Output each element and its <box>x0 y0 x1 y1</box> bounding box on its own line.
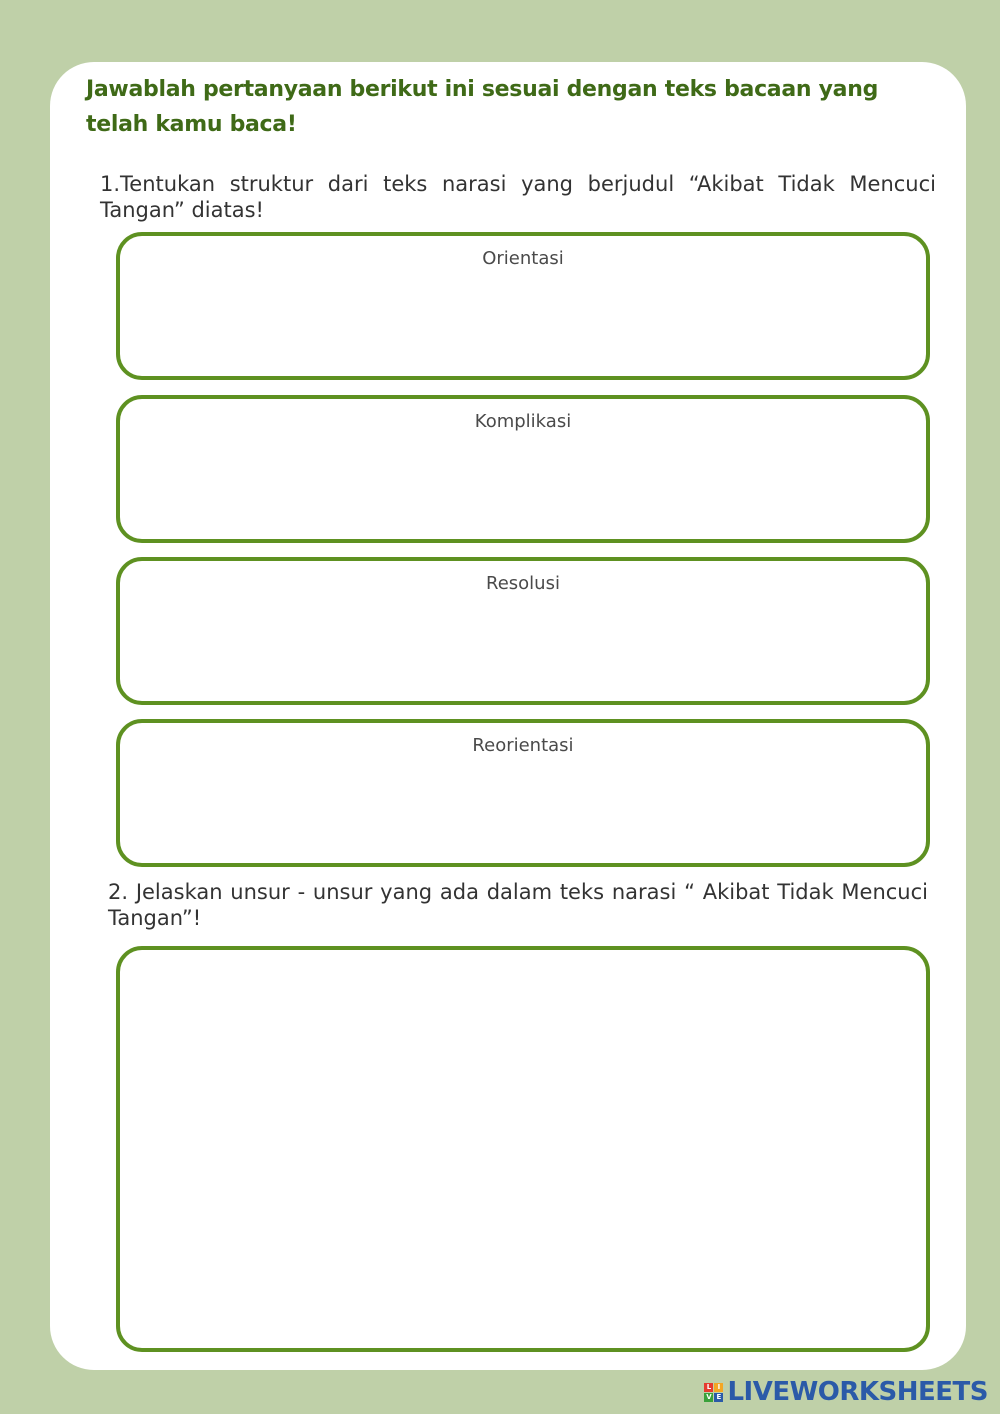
mark-letter: V <box>706 1392 712 1401</box>
mark-letter: I <box>714 1383 723 1392</box>
question-2 <box>108 879 928 931</box>
question-2-number: 2. <box>108 880 129 904</box>
answer-box-label: Orientasi <box>482 248 564 269</box>
answer-box-label: Reorientasi <box>472 735 574 756</box>
question-1-text: Tentukan struktur dari teks narasi yang berjudul “Akibat Tidak Mencuci Tangan” diatas! <box>100 172 936 222</box>
answer-field-resolusi[interactable] <box>134 605 912 691</box>
brand-name: LIVEWORKSHEETS <box>727 1377 988 1407</box>
answer-field-komplikasi[interactable] <box>134 443 912 529</box>
answer-box-label: Resolusi <box>486 573 560 594</box>
question-1-number: 1. <box>100 172 121 196</box>
question-2-text: Jelaskan unsur - unsur yang ada dalam teks narasi “ Akibat Tidak Mencuci Tangan”! <box>108 880 928 930</box>
answer-field-unsur[interactable] <box>134 964 912 1338</box>
answer-field-orientasi[interactable] <box>134 280 912 366</box>
answer-box-unsur[interactable] <box>116 946 930 1352</box>
mark-letter: E <box>714 1393 723 1402</box>
answer-box-orientasi[interactable] <box>116 232 930 380</box>
mark-letter: L <box>704 1383 713 1392</box>
question-1 <box>100 171 936 223</box>
instruction-heading: Jawablah pertanyaan berikut ini sesuai dengan teks bacaan yang telah kamu baca! <box>86 77 879 137</box>
answer-box-reorientasi[interactable] <box>116 719 930 867</box>
liveworksheets-mark-icon <box>704 1383 723 1402</box>
answer-field-reorientasi[interactable] <box>134 767 912 853</box>
answer-box-resolusi[interactable] <box>116 557 930 705</box>
answer-box-label: Komplikasi <box>474 411 572 432</box>
liveworksheets-logo <box>704 1378 988 1406</box>
answer-box-komplikasi[interactable] <box>116 395 930 543</box>
